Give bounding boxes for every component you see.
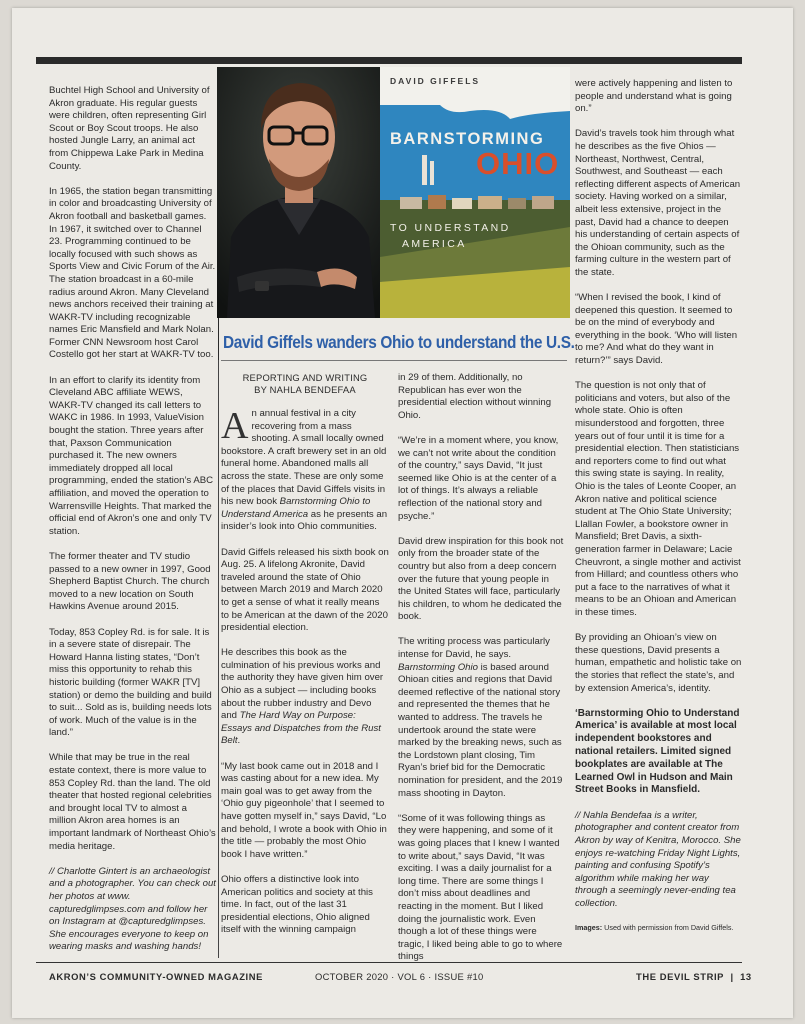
paragraph: “Some of it was following things as they were happening, and some of it was going places that I knew I wanted to write about,” says David, “It was exciting. I was a daily journalist for a long time. There are some things I don’t miss about deadlines and reacting in the moment. But I liked doing the journalistic work. Even though a lot of these things were tragic, I liked being able to go to where things xyxy=(398,812,563,963)
author-photo xyxy=(217,67,380,318)
paragraph: David Giffels released his sixth book on Aug. 25. A lifelong Akronite, David traveled around the state of Ohio between March 2019 and March 2020 to get a sense of what it really means to be American at the dawn of the 2020 presidential election. xyxy=(221,546,389,634)
paragraph: Ohio offers a distinctive look into American politics and society at this time. In fact, out of the last 31 presidential elections, Ohio aligned itself with the winning campaign xyxy=(221,873,373,936)
paragraph: By providing an Ohioan’s view on these questions, David presents a human, empathetic and holistic take on the stories that reflect the state’s, and by extension America’s, identity. xyxy=(575,632,742,694)
paragraph: Today, 853 Copley Rd. is for sale. It is in a severe state of disrepair. The Howard Hanna listing states, “Don’t miss this opportunity to rehab this historic building (former WAKR [TV] station) or demo the building and build to suit... Sold as is, building needs lots of work. Much of the value is in the land.” xyxy=(49,626,212,739)
author-bio: // Nahla Bendefaa is a writer, photographer and content creator from Akron by way of Kenitra, Morocco. She enjoys re-watching Friday Night Lights, painting and confusing Spotify’s algorithm while making her way through a seemingly never-ending tea collection. xyxy=(575,809,741,910)
book-title-ref: Barnstorming Ohio to Understand America xyxy=(221,496,371,520)
paragraph: Buchtel High School and University of Akron graduate. His regular guests were children, often representing Girl Scout or Boy Scout troops. He also hosted Jungle Larry, an animal act from Chippewa Lake Park in Medina County. xyxy=(49,85,210,172)
paragraph: “We’re in a moment where, you know, we can’t not write about the condition of the country,” says David, “It just seemed like Ohio is at the center of a lot of things. It’s always a reliable reflection of the national story and psyche.” xyxy=(398,434,559,522)
paragraph: The question is not only that of politicians and voters, but also of the whole state. Ohio is often misunderstood and forgotten, three years out of four until it is time for a presidential election. Then statisticians and reporters come to find out what this swing state is saying. In reality, Ohio is the tales of Leonte Cooper, an Akron native and political science student at The Ohio State University; Llallan Fowler, a bookstore owner in Mansfield; Bret Davis, a sixth-generation farmer in Delaware; Lacie Cheuvront, a single mother and activist from Hillard; and countless others who put a face to the narratives of what it means to be an Ohioan and American in these times. xyxy=(575,380,741,618)
book-author: DAVID GIFFELS xyxy=(390,76,481,86)
column-2 xyxy=(221,372,389,950)
footer-publication: THE DEVIL STRIP | 13 xyxy=(636,971,752,982)
column-4 xyxy=(575,78,742,945)
paragraph: While that may be true in the real estate context, there is more value to 853 Copley Rd. than the land. The old theater that hosted regional celebrities and brought local TV to almost a million Akron area homes is an important landmark of Northeast Ohio’s media heritage. xyxy=(49,752,216,852)
book-title-ref: Barnstorming Ohio xyxy=(398,661,478,673)
book-title-line2: OHIO xyxy=(476,146,560,181)
headline-rule xyxy=(221,360,567,361)
column-3 xyxy=(398,372,564,977)
article-headline: David Giffels wanders Ohio to understand the U.S. xyxy=(223,332,575,352)
availability-note: ‘Barnstorming Ohio to Understand America’ is available at most local independent bookstores and national retailers. Limited signed bookplates are available at The Learned Owl in Hudson and Main Street Books in Mansfield. xyxy=(575,707,740,796)
byline-line1: REPORTING AND WRITING xyxy=(242,372,368,383)
paragraph: The former theater and TV studio passed to a new owner in 1997, Good Shepherd Baptist Church. The church moved to a new location on South Hawkins Avenue around 2015. xyxy=(49,550,211,613)
paragraph: In 1965, the station began transmitting in color and broadcasting University of Akron football and basketball games. In 1967, it switched over to Channel 23. Programming continued to be locally focused with such shows as Sports View and Civic Forum of the Air. The station broadcast in a 60-mile radius around Akron. Many Cleveland news anchors received their training at WAKR-TV including recognizable names Eric Mansfield and Mark Nolan. Former CNN Newsroom host Carol Costello got her start at WAKR-TV too. xyxy=(49,185,216,361)
footer-magazine-name: AKRON’S COMMUNITY-OWNED MAGAZINE xyxy=(49,971,263,982)
paragraph: were actively happening and listen to people and understand what is going on.” xyxy=(575,78,733,115)
footer-separator: | xyxy=(730,971,734,982)
paragraph: In an effort to clarify its identity from Cleveland ABC affiliate WEWS, WAKR-TV changed its call letters to WAKC in 1986. In 1993, ValueVision bought the station. Three years after that, Paxson Communication purchased it. The new owners immediately dropped all local programming, ended the station’s ABC affiliation, and moved the operation to Warrensville Heights. That marked the official end of Akron’s one and only TV station. xyxy=(49,374,214,537)
paragraph: in 29 of them. Additionally, no Republican has ever won the presidential election without winning Ohio. xyxy=(398,372,552,421)
page-number: 13 xyxy=(740,971,752,982)
paragraph: David drew inspiration for this book not only from the broader state of the country but also from a deep concern over the future that young people in the United States will face, particularly his children, to whom he dedicated the book. xyxy=(398,535,564,623)
top-rule xyxy=(36,57,742,64)
paragraph: “When I revised the book, I kind of deepened this question. It seemed to be on the mind of everybody and everything in the book. ‘Who will listen to me? And what do they want in return?’” says David. xyxy=(575,292,738,367)
footer-issue: OCTOBER 2020 · VOL 6 · ISSUE #10 xyxy=(315,971,484,982)
book-title-ref: The Hard Way on Purpose: Essays and Dispatches from the Rust Belt xyxy=(221,710,381,747)
paragraph: David’s travels took him through what he describes as the five Ohios —Northeast, Northwest, Central, Southwest, and Southeast — each reflecting different aspects of American society. Having worked on a similar, albeit less extensive, project in the past, David had a chance to deepen his understanding of certain aspects of the Ohioan community, such as the farming culture in the western part of the state. xyxy=(575,128,741,278)
book-title-line1: BARNSTORMING xyxy=(390,130,545,148)
paragraph: “My last book came out in 2018 and I was casting about for a new idea. My main goal was to get away from the ‘Ohio guy pigeonhole’ that I seemed to have gotten myself in,” says David, “Lo and behold, I wrote a book with Ohio in the title — probably the most Ohio book I have written.” xyxy=(221,760,387,860)
book-cover xyxy=(380,67,570,318)
byline-line2: BY NAHLA BENDEFAA xyxy=(254,384,356,395)
column-1 xyxy=(49,85,216,967)
byline xyxy=(221,372,389,396)
book-subtitle-line1: TO UNDERSTAND xyxy=(390,222,511,234)
image-credit: Images: Used with permission from David Giffels. xyxy=(575,923,734,933)
book-subtitle-line2: AMERICA xyxy=(402,238,467,250)
drop-cap: A xyxy=(221,405,249,447)
paragraph: The writing process was particularly intense for David, he says. Barnstorming Ohio is based around Ohioan cities and regions that David deemed reflective of the national story and represented the themes that he wanted to address. The travels he undertook around the state were marked by the breaking news, such as the Lordstown plant closing, Tim Ryan’s brief bid for the Democratic nomination for president, and the 2019 mass shooting in Dayton. xyxy=(398,636,563,799)
footer-rule xyxy=(36,962,742,963)
author-bio: // Charlotte Gintert is an archaeologist and a photographer. You can check out her photos at www. capturedglimpses.com and follow her on Instagram at @capturedglimpses. She encourages everyone to keep on wearing masks and washing hands! xyxy=(49,865,216,953)
paragraph: He describes this book as the culmination of his previous works and the authority they have given him over Ohio as a subject — including books about the rubber industry and Devo and The Hard Way on Purpose: Essays and Dispatches from the Rust Belt. xyxy=(221,647,384,747)
intro-paragraph: An annual festival in a city recovering from a mass shooting. A small locally owned bookstore. A craft brewery set in an old funeral home. Abandoned malls all across the state. These are only some of the places that David Giffels visits in his new book Barnstorming Ohio to Understand America as he presents an insider’s look into Ohio communities. xyxy=(221,405,388,533)
column-divider xyxy=(218,360,219,958)
